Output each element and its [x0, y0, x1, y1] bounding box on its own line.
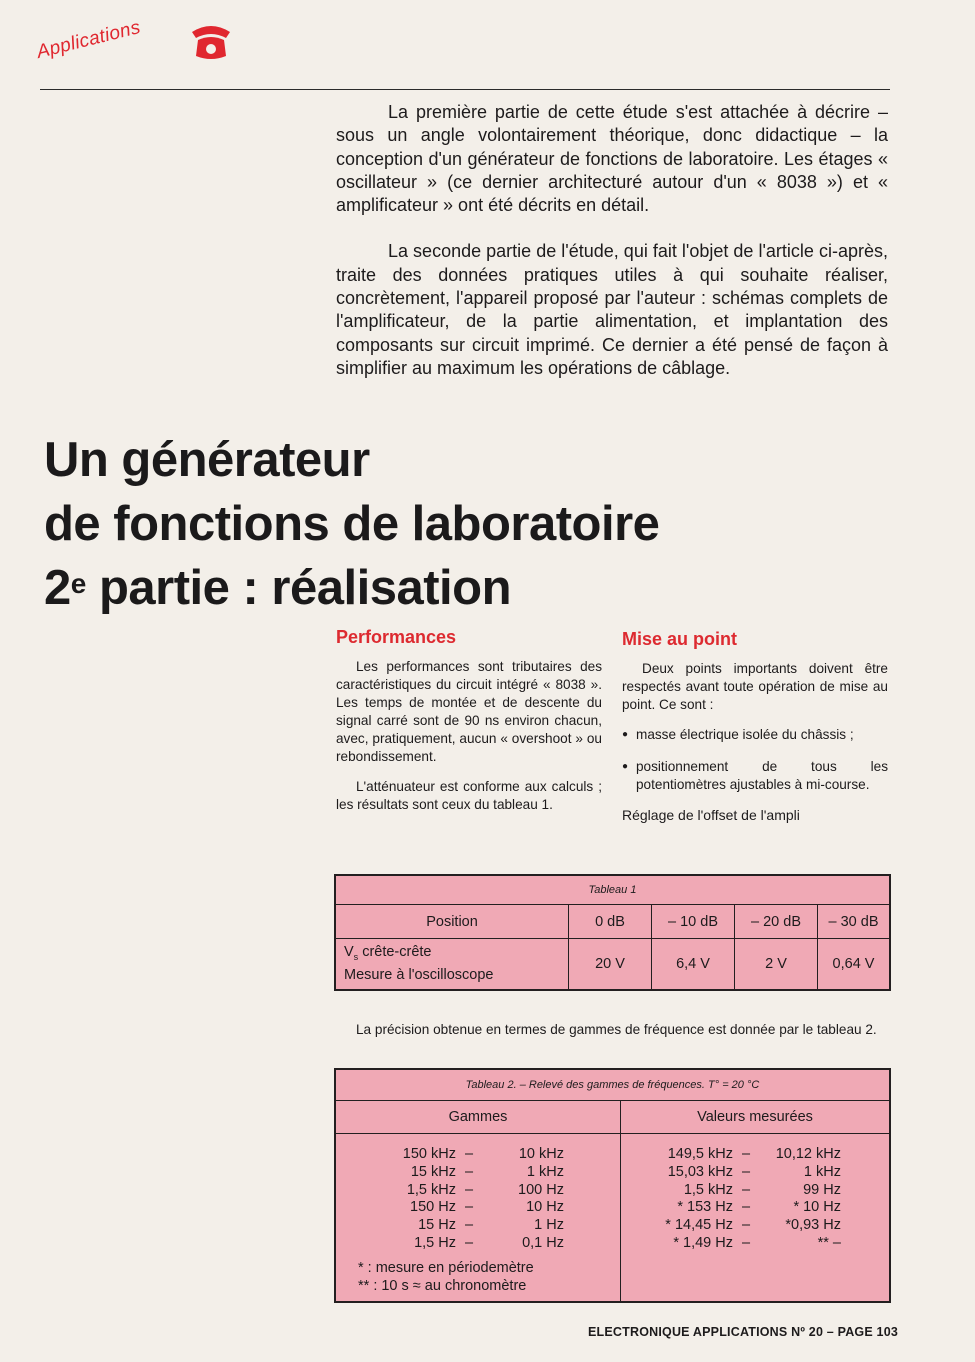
table-2-range-part: 1,5 Hz	[414, 1234, 456, 1251]
table-2-range-part: 100 Hz	[518, 1181, 564, 1198]
table-2-header-valeurs: Valeurs mesurées	[621, 1101, 890, 1134]
table-1	[334, 874, 891, 991]
offset-subheading: Réglage de l'offset de l'ampli	[622, 807, 800, 823]
table-2-note-1: * : mesure en périodemètre	[358, 1259, 534, 1276]
table-2-range-part: –	[464, 1234, 474, 1251]
table-2-range-part: 15 kHz	[410, 1163, 456, 1180]
show-through-left	[300, 40, 330, 1240]
table-2-range-part: –	[741, 1234, 751, 1251]
table-1-header-cell: – 20 dB	[735, 905, 818, 939]
bullet-item: ● masse électrique isolée du châssis ;	[622, 727, 854, 742]
performances-paragraph-1: Les performances sont tributaires des caractéristiques du circuit intégré « 8038 ». Les temps de montée et de descente du signal carré sont de 90 ns environ chacun, avec, pratiquement, aucun « overshoot » ou rebondissement.	[336, 659, 602, 764]
mise-au-point-column	[622, 630, 888, 824]
table-2-range-part: –	[741, 1181, 751, 1198]
table-1-header-cell: 0 dB	[569, 905, 652, 939]
table-1-header-cell: – 10 dB	[652, 905, 735, 939]
table-2-range-part: 1 kHz	[526, 1163, 564, 1180]
performances-heading: Performances	[336, 627, 457, 647]
table-2-range-part: –	[464, 1163, 474, 1180]
table-1-header-cell: Position	[336, 905, 569, 939]
title-line-1: Un générateur	[44, 433, 370, 487]
table-2	[334, 1068, 891, 1303]
gammes-cell	[336, 1134, 621, 1301]
table-1-cell: 20 V	[569, 939, 652, 989]
table-2-range-part: 99 Hz	[803, 1181, 841, 1198]
table-2-range-part: 10 Hz	[526, 1199, 564, 1216]
table-2-range-part: * 10 Hz	[793, 1199, 841, 1216]
table-2-range-part: 0,1 Hz	[522, 1234, 564, 1251]
mise-au-point-paragraph: Deux points importants doivent être respectés avant toute opération de mise au point. Ce sont :	[622, 661, 888, 712]
table-2-range-part: 10,12 kHz	[775, 1146, 841, 1162]
performances-paragraph-2: L'atténuateur est conforme aux calculs ; les résultats sont ceux du tableau 1.	[336, 779, 602, 812]
table-2-range-part: 15,03 kHz	[667, 1163, 733, 1180]
article-title	[44, 428, 924, 620]
table-2-range-part: *0,93 Hz	[785, 1217, 841, 1234]
table-1-cell: 6,4 V	[652, 939, 735, 989]
table-2-range-part: * 153 Hz	[677, 1199, 733, 1216]
table-2-note-2: ** : 10 s ≈ au chronomètre	[358, 1277, 527, 1294]
intro-paragraph-1: La première partie de cette étude s'est attachée à décrire – sous un angle volontairement théorique, donc didactique – la conception d'un générateur de fonctions de laboratoire. Les étages « oscillateur » (ce dernier architecturé autour d'un « 8038 ») et « amplificateur » ont été décrits en détail.	[336, 102, 888, 216]
bullet-item: ● positionnement de tous les potentiomètres ajustables à mi-course.	[622, 759, 888, 792]
table-2-range-part: 1,5 kHz	[683, 1181, 733, 1198]
table-2-range-part: –	[741, 1146, 751, 1162]
table-1-row-label: $V_s$ crête-crête Mesure à l'oscilloscope	[336, 939, 569, 989]
table-2-range-part: –	[464, 1217, 474, 1234]
table-2-caption: Tableau 2. – Relevé des gammes de fréquences. T° = 20 °C	[336, 1070, 889, 1101]
table-2-range-part: –	[741, 1163, 751, 1180]
table-1-cell: 2 V	[735, 939, 818, 989]
section-label: Applications	[34, 16, 143, 64]
bullet-dot-icon: ●	[622, 729, 629, 740]
table-2-header-gammes: Gammes	[336, 1101, 621, 1134]
table-2-range-part: 1 Hz	[534, 1217, 564, 1234]
table-1-header-cell: – 30 dB	[818, 905, 890, 939]
table-2-range-part: 150 kHz	[402, 1146, 456, 1162]
table-1-cell: 0,64 V	[818, 939, 890, 989]
title-line-3: 2e partie : réalisation	[44, 561, 512, 615]
table-2-range-part: –	[464, 1181, 474, 1198]
table-2-range-part: 149,5 kHz	[667, 1146, 733, 1162]
table-2-range-part: 1,5 kHz	[406, 1181, 456, 1198]
table-2-range-part: –	[741, 1199, 751, 1216]
mise-au-point-heading: Mise au point	[622, 629, 738, 649]
bullet-dot-icon: ●	[622, 761, 629, 772]
section-logo	[34, 16, 220, 78]
intro-text	[336, 101, 888, 380]
table-2-range-part: 10 kHz	[518, 1146, 564, 1162]
table-1-caption: Tableau 1	[336, 876, 889, 905]
table-2-range-part: –	[464, 1146, 474, 1162]
performances-column	[336, 628, 602, 826]
table-2-range-part: 15 Hz	[418, 1217, 456, 1234]
title-line-2: de fonctions de laboratoire	[44, 497, 660, 551]
mesures-cell	[621, 1134, 890, 1301]
table-2-intro: La précision obtenue en termes de gammes de fréquence est donnée par le tableau 2.	[356, 1022, 877, 1037]
table-2-range-part: –	[741, 1217, 751, 1234]
page-footer: ELECTRONIQUE APPLICATIONS Nº 20 – PAGE 103	[588, 1325, 899, 1339]
table-2-range-part: * 1,49 Hz	[673, 1234, 733, 1251]
header-rule	[40, 89, 890, 90]
table-2-range-part: 150 Hz	[410, 1199, 456, 1216]
telephone-logo-icon	[188, 22, 234, 62]
intro-paragraph-2: La seconde partie de l'étude, qui fait l'objet de l'article ci-après, traite des données pratiques utiles à qui souhaite réaliser, concrètement, l'appareil proposé par l'auteur : schémas complets de l'amplificateur, de la partie alimentation, et implantation des composants sur circuit imprimé. Ce dernier a été pensé de façon à simplifier au maximum les opérations de câblage.	[336, 241, 888, 378]
table-2-range-part: –	[464, 1199, 474, 1216]
table-2-range-part: * 14,45 Hz	[665, 1217, 733, 1234]
table-2-range-part: ** –	[817, 1234, 841, 1251]
table-2-range-part: 1 kHz	[803, 1163, 841, 1180]
